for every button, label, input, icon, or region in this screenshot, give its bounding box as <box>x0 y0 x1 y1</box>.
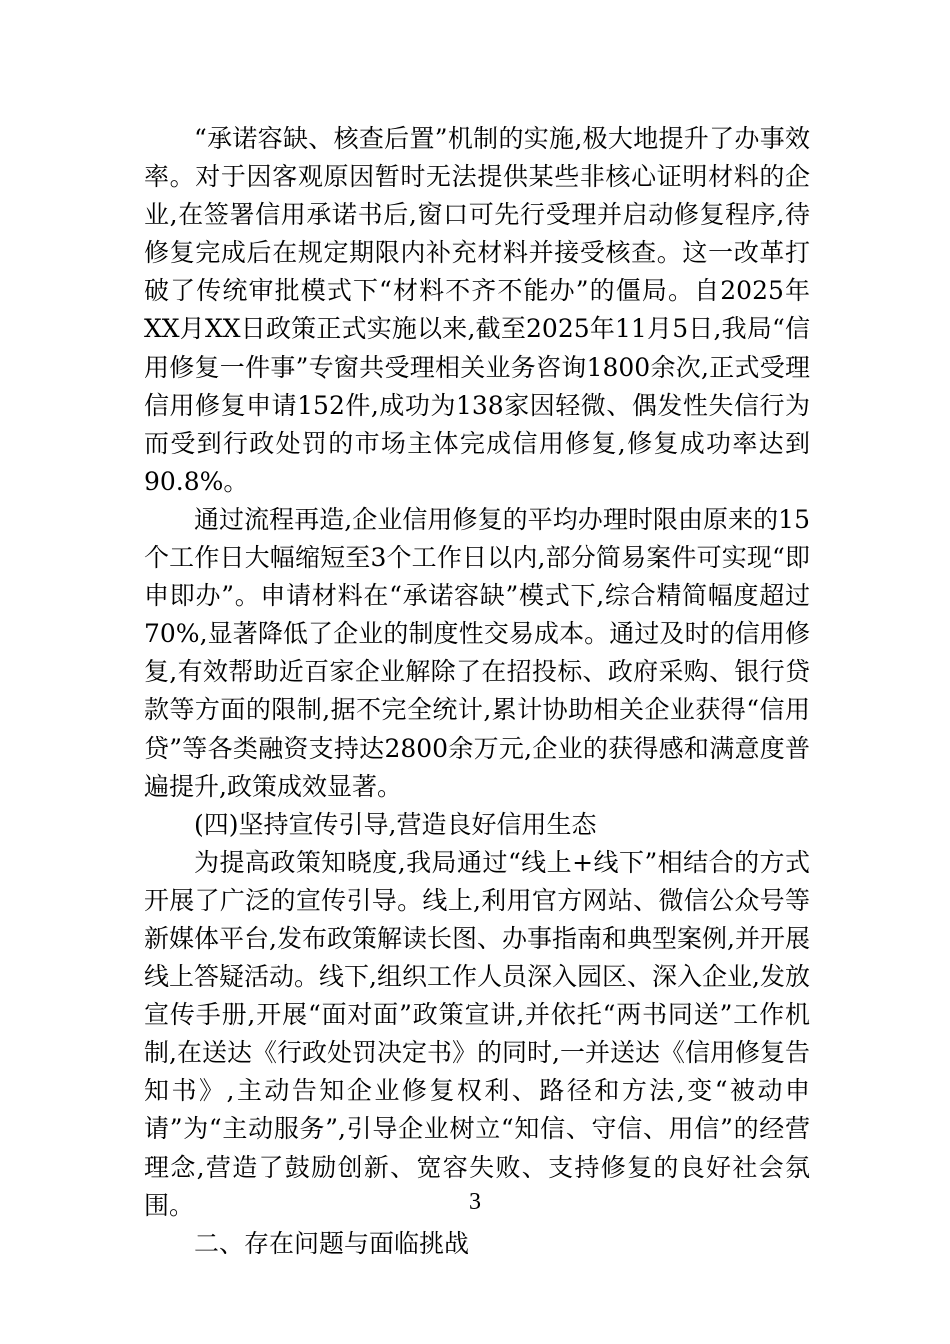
document-body <box>144 120 810 1263</box>
page-number: 3 <box>469 1189 481 1215</box>
section-heading-publicity: (四)坚持宣传引导,营造良好信用生态 <box>194 809 597 839</box>
paragraph-publicity-guidance: 为提高政策知晓度,我局通过“线上+线下”相结合的方式开展了广泛的宣传引导。线上,利用官方网站、微信公众号等新媒体平台,发布政策解读长图、办事指南和典型案例,并开展线上答疑活动。线下,组织工作人员深入园区、深入企业,发放宣传手册,开展“面对面”政策宣讲,并依托“两书同送”工作机制,在送达《行政处罚决定书》的同时,一并送达《信用修复告知书》,主动告知企业修复权利、路径和方法,变“被动申请”为“主动服务”,引导企业树立“知信、守信、用信”的经营理念,营造了鼓励创新、宽容失败、支持修复的良好社会氛围。 <box>144 847 810 1220</box>
section-heading-problems: 二、存在问题与面临挑战 <box>194 1228 470 1258</box>
paragraph-mechanism-efficiency: “承诺容缺、核查后置”机制的实施,极大地提升了办事效率。对于因客观原因暂时无法提供某些非核心证明材料的企业,在签署信用承诺书后,窗口可先行受理并启动修复程序,待修复完成后在规定期限内补充材料并接受核查。这一改革打破了传统审批模式下“材料不齐不能办”的僵局。自2025年XX月XX日政策正式实施以来,截至2025年11月5日,我局“信用修复一件事”专窗共受理相关业务咨询1800余次,正式受理信用修复申请152件,成功为138家因轻微、偶发性失信行为而受到行政处罚的市场主体完成信用修复,修复成功率达到90.8%。 <box>144 124 810 496</box>
paragraph-process-reengineering: 通过流程再造,企业信用修复的平均办理时限由原来的15个工作日大幅缩短至3个工作日以内,部分简易案件可实现“即申即办”。申请材料在“承诺容缺”模式下,综合精简幅度超过70%,显著降低了企业的制度性交易成本。通过及时的信用修复,有效帮助近百家企业解除了在招投标、政府采购、银行贷款等方面的限制,据不完全统计,累计协助相关企业获得“信用贷”等各类融资支持达2800余万元,企业的获得感和满意度普遍提升,政策成效显著。 <box>144 504 810 801</box>
